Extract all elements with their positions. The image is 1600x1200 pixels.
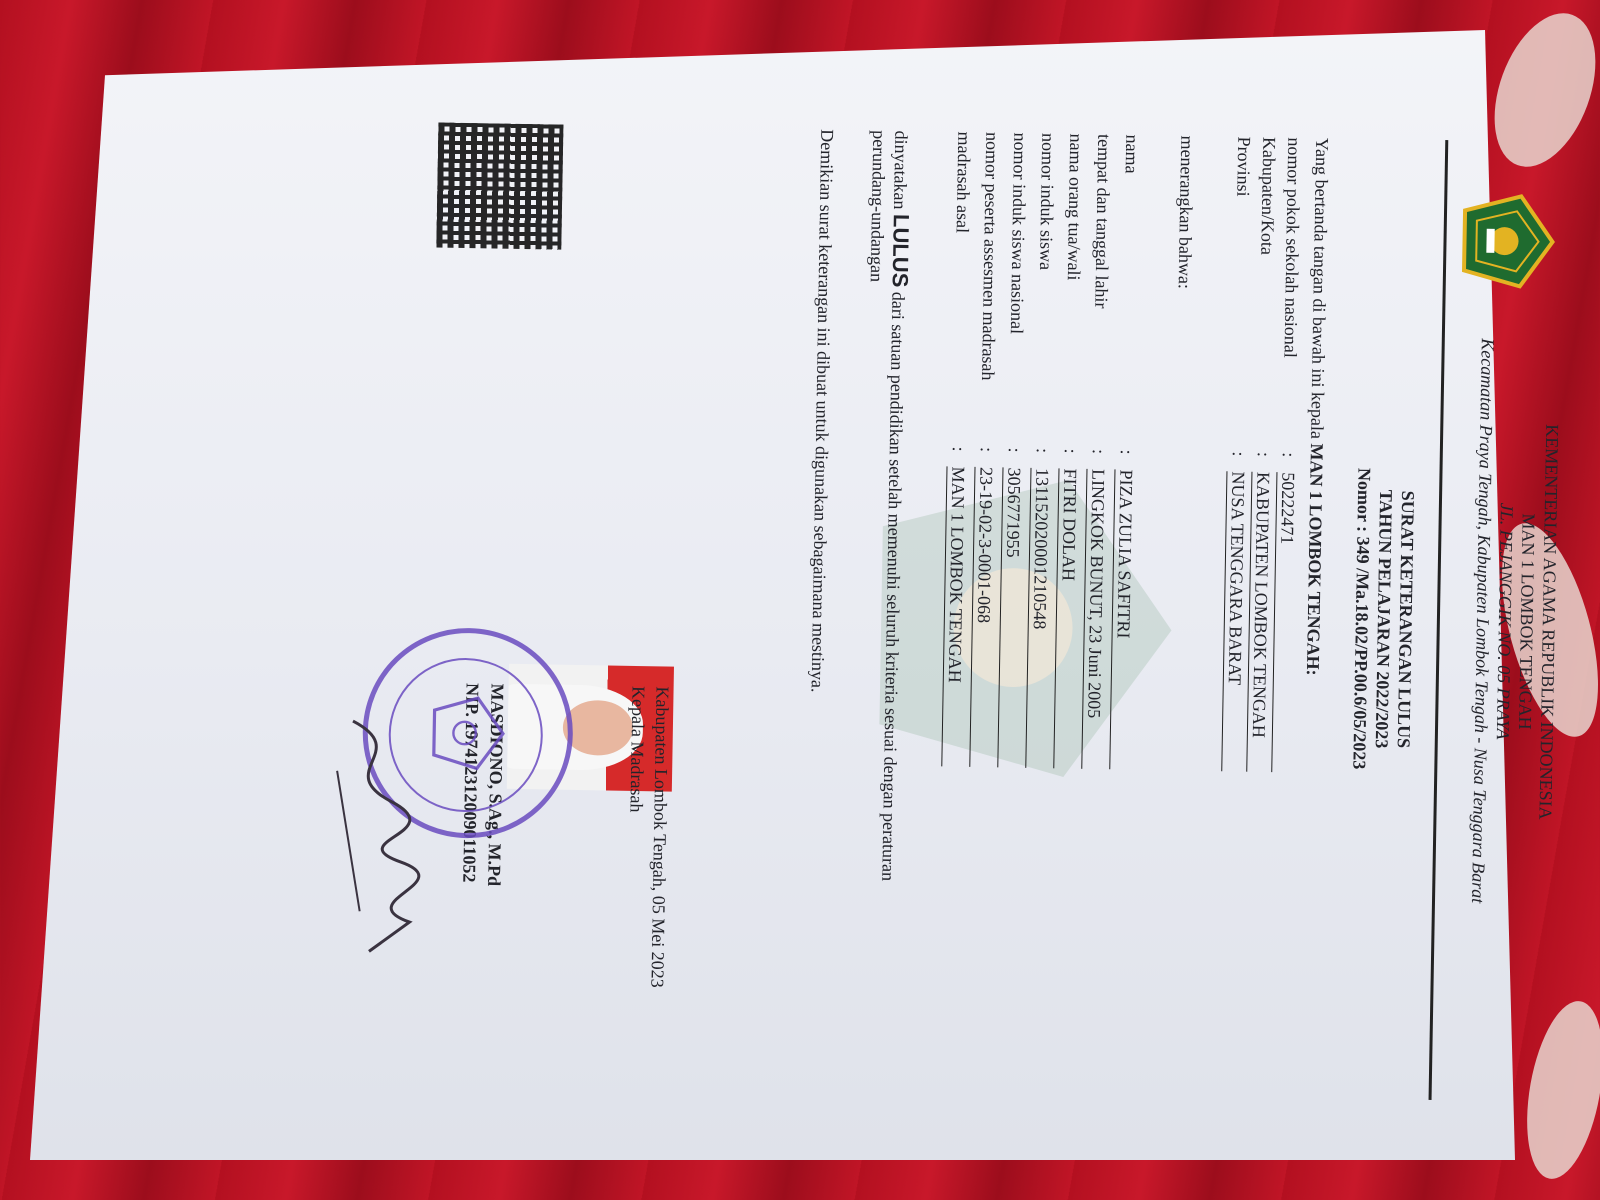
parent-name: FITRI DOLAH [1053, 468, 1081, 768]
closing-text: Demikian surat keterangan ini dibuat untuk digunakan sebagaimana mestinya. [807, 129, 838, 693]
nisn-value: 3056771955 [997, 467, 1025, 767]
header-school: MAN 1 LOMBOK TENGAH [1515, 513, 1539, 730]
signature-block [459, 682, 673, 988]
place-date: Kabupaten Lombok Tengah, 05 Mei 2023 [647, 686, 673, 988]
graduation-status: LULUS [887, 213, 914, 288]
intro-text [1302, 138, 1333, 676]
signer-nip: NIP. 197412312009011052 [459, 682, 483, 883]
letterhead [1427, 140, 1574, 1102]
intro-school: MAN 1 LOMBOK TENGAH: [1302, 443, 1327, 676]
birth-place-date: LINGKOK BUNUT, 23 Juni 2005 [1081, 469, 1109, 769]
header-region: Kecamatan Praya Tengah, Kabupaten Lombok Tengah - Nusa Tenggara Barat [1467, 338, 1498, 904]
signer-name: MASDIONO, S.Ag., M.Pd [484, 683, 508, 887]
header-ministry: KEMENTERIAN AGAMA REPUBLIK INDONESIA [1535, 424, 1563, 820]
title-line: SURAT KETERANGAN LULUS [1393, 490, 1419, 749]
qr-code [436, 122, 563, 249]
intro-prefix: Yang bertanda tangan di bawah ini kepala [1307, 137, 1333, 440]
student-name: PIZA ZULIA SAFITRI [1109, 469, 1137, 769]
statement-text: dinyatakan LULUS dari satuan pendidikan setelah memenuhi seluruh kriteria sesuai dengan peraturan perundang-undangan [866, 130, 914, 882]
document-title [1343, 139, 1426, 1100]
npsn-value: 50222471 [1271, 472, 1299, 772]
title-year: TAHUN PELAJARAN 2022/2023 [1371, 489, 1397, 749]
nis-value: 131152020001210548 [1025, 468, 1053, 768]
signer-position: Kepala Madrasah [626, 685, 649, 813]
header-address: JL. PEJANGGIK NO. 05 PRAYA [1492, 502, 1517, 740]
menerangkan-text: menerangkan bahwa: [1174, 135, 1198, 290]
stamp-emblem-icon [427, 692, 508, 773]
certificate-document: KEMENTERIAN AGAMA REPUBLIK INDONESIA MAN 1 LOMBOK TENGAH JL. PEJANGGIK NO. 05 PRAYA Kecamatan Praya Tengah, Kabupaten Lombok Tengah - Nusa Tenggara Barat SURAT KETERANGAN LULUS TAHUN PELAJARAN 2022/2023 Nomor : 349 /Ma.18.02/PP.00.6/05/2023 Yang bertanda tangan di bawah ini kepala MAN 1 LOMBOK TENGAH: nomor pokok sekolah nasional : 50222471 Kabupaten/Kota : KABUPATEN LOMBOK TENGAH Provinsi : NUSA TENGGARA BARAT menerangkan bahwa: nama : PIZA ZULIA SAFITRI tempat dan tanggal lahir : LINGKOK BUNUT, 23 Juni 2005 nama orang tua/wali : FITRI DOLAH nomor induk siswa : 131152020001210548 nomor induk siswa nasional : 3056771955 nomor peserta assesmen madrasah : 23-19-02-3-0001-068 madrasah asal : MAN 1 LOMBOK TENGAH dinyatakan LULUS dari satuan pendidikan setelah memenuhi seluruh kriteria sesuai dengan peraturan perundang-undangan Demikian surat keterangan ini dibuat untuk digunakan sebagaimana mestinya. Kabupaten Lombok Tengah, 05 Mei 2023 Kepala Madrasah MASDIONO, S.Ag., M.Pd NIP. 197412312009011052 [157, 118, 1574, 1102]
exam-number: 23-19-02-3-0001-068 [969, 467, 997, 767]
origin-school: MAN 1 LOMBOK TENGAH [941, 466, 969, 766]
kabupaten-value: KABUPATEN LOMBOK TENGAH [1246, 472, 1274, 772]
provinsi-value: NUSA TENGGARA BARAT [1221, 471, 1249, 771]
document-number: Nomor : 349 /Ma.18.02/PP.00.6/05/2023 [1349, 467, 1375, 770]
handwritten-signature [319, 711, 433, 963]
